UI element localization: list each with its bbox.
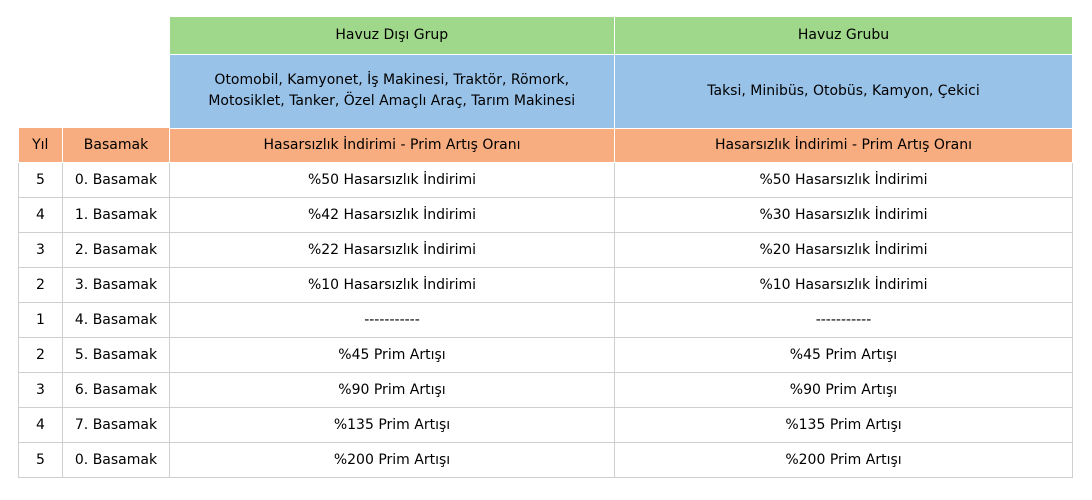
- year-cell: 5: [19, 162, 63, 197]
- year-cell: 4: [19, 197, 63, 232]
- table-row: [19, 337, 1073, 372]
- table-row: [19, 372, 1073, 407]
- non-pool-rate-cell: -----------: [170, 302, 615, 337]
- table-row: [19, 302, 1073, 337]
- step-cell: 2. Basamak: [63, 232, 170, 267]
- year-cell: 2: [19, 337, 63, 372]
- step-cell: 0. Basamak: [63, 162, 170, 197]
- pool-rate-cell: %200 Prim Artışı: [615, 442, 1073, 477]
- pool-rate-cell: %50 Hasarsızlık İndirimi: [615, 162, 1073, 197]
- table-row: [19, 442, 1073, 477]
- pool-group-title: Havuz Grubu: [615, 17, 1073, 54]
- pool-rate-column-header: Hasarsızlık İndirimi - Prim Artış Oranı: [615, 128, 1073, 162]
- non-pool-rate-cell: %200 Prim Artışı: [170, 442, 615, 477]
- year-cell: 2: [19, 267, 63, 302]
- step-cell: 1. Basamak: [63, 197, 170, 232]
- table-row: [19, 267, 1073, 302]
- pool-rate-cell: %20 Hasarsızlık İndirimi: [615, 232, 1073, 267]
- no-claims-discount-table: [18, 17, 1073, 478]
- column-header-row: [19, 128, 1073, 162]
- non-pool-vehicles-line1: Otomobil, Kamyonet, İş Makinesi, Traktör, Römork,: [214, 72, 570, 88]
- pool-rate-cell: %90 Prim Artışı: [615, 372, 1073, 407]
- step-cell: 5. Basamak: [63, 337, 170, 372]
- pool-vehicle-types: Taksi, Minibüs, Otobüs, Kamyon, Çekici: [615, 54, 1073, 128]
- table-row: [19, 232, 1073, 267]
- step-cell: 3. Basamak: [63, 267, 170, 302]
- non-pool-vehicle-types: [170, 54, 615, 128]
- year-cell: 1: [19, 302, 63, 337]
- pool-rate-cell: %10 Hasarsızlık İndirimi: [615, 267, 1073, 302]
- pool-rate-cell: %45 Prim Artışı: [615, 337, 1073, 372]
- group-title-row: [19, 17, 1073, 54]
- non-pool-rate-column-header: Hasarsızlık İndirimi - Prim Artış Oranı: [170, 128, 615, 162]
- table-row: [19, 197, 1073, 232]
- non-pool-rate-cell: %10 Hasarsızlık İndirimi: [170, 267, 615, 302]
- year-cell: 4: [19, 407, 63, 442]
- empty-corner-cell: [19, 54, 170, 128]
- year-column-header: Yıl: [19, 128, 63, 162]
- table-row: [19, 162, 1073, 197]
- vehicle-types-row: [19, 54, 1073, 128]
- non-pool-rate-cell: %22 Hasarsızlık İndirimi: [170, 232, 615, 267]
- pool-rate-cell: -----------: [615, 302, 1073, 337]
- non-pool-rate-cell: %135 Prim Artışı: [170, 407, 615, 442]
- step-cell: 0. Basamak: [63, 442, 170, 477]
- step-cell: 4. Basamak: [63, 302, 170, 337]
- step-cell: 7. Basamak: [63, 407, 170, 442]
- pool-rate-cell: %135 Prim Artışı: [615, 407, 1073, 442]
- year-cell: 3: [19, 232, 63, 267]
- pool-rate-cell: %30 Hasarsızlık İndirimi: [615, 197, 1073, 232]
- table-row: [19, 407, 1073, 442]
- year-cell: 3: [19, 372, 63, 407]
- step-column-header: Basamak: [63, 128, 170, 162]
- year-cell: 5: [19, 442, 63, 477]
- non-pool-group-title: Havuz Dışı Grup: [170, 17, 615, 54]
- non-pool-rate-cell: %50 Hasarsızlık İndirimi: [170, 162, 615, 197]
- empty-corner-cell: [19, 17, 170, 54]
- non-pool-vehicles-line2: Motosiklet, Tanker, Özel Amaçlı Araç, Tarım Makinesi: [208, 93, 576, 109]
- non-pool-rate-cell: %90 Prim Artışı: [170, 372, 615, 407]
- non-pool-rate-cell: %42 Hasarsızlık İndirimi: [170, 197, 615, 232]
- non-pool-rate-cell: %45 Prim Artışı: [170, 337, 615, 372]
- step-cell: 6. Basamak: [63, 372, 170, 407]
